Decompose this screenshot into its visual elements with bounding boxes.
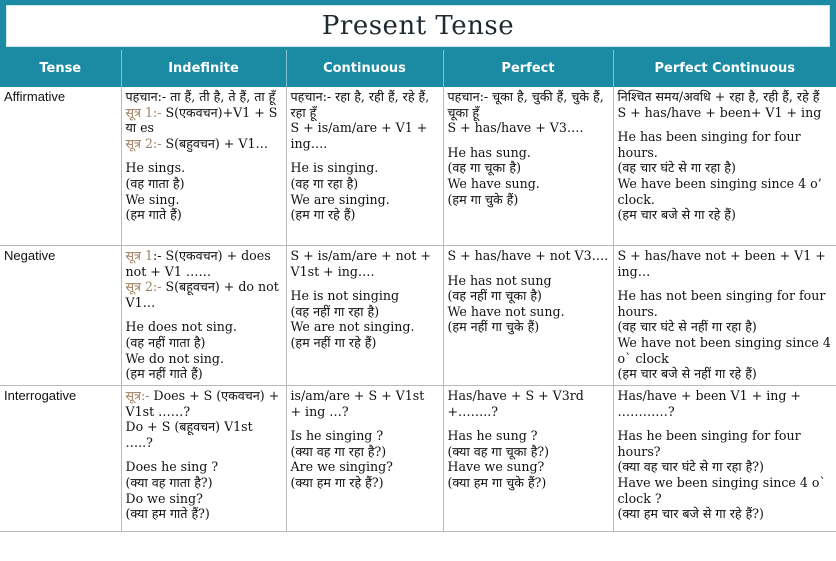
line-text: S + has/have + V3…. (447, 120, 584, 136)
cell-line (618, 160, 832, 176)
cell-line (291, 444, 439, 460)
line-text: He is not singing (290, 288, 400, 304)
spacer (448, 136, 609, 145)
line-text: Does + S (एकवचन) + V1st ……? (125, 388, 280, 419)
sutra-label: सूत्र 1:- (125, 104, 162, 120)
cell-line (618, 248, 832, 279)
header-perfect-continuous: Perfect Continuous (613, 50, 836, 87)
cell-line (291, 248, 439, 279)
cell-line (126, 491, 282, 507)
header-tense: Tense (0, 50, 121, 87)
cell-line (618, 105, 832, 121)
cell-line (448, 120, 609, 136)
cell-line (126, 319, 282, 335)
cell (121, 386, 286, 532)
row-label: Affirmative (0, 87, 121, 246)
cell-line (618, 388, 832, 419)
line-text: (वह नहीं गाता है) (125, 334, 206, 350)
line-text: We have not been singing since 4 o` clock (617, 334, 831, 366)
page-title: Present Tense (6, 5, 830, 47)
line-text: Have we sung? (447, 459, 545, 475)
line-text: (वह गाता है) (125, 175, 185, 191)
cell-line (448, 89, 609, 120)
cell (443, 386, 613, 532)
cell-line (291, 335, 439, 351)
line-text: S + is/am/are + V1 + ing…. (290, 120, 428, 151)
cell-line (126, 366, 282, 382)
cell-line (126, 89, 282, 105)
cell-line (126, 192, 282, 208)
cell-line (618, 475, 832, 506)
row-interrogative (0, 386, 836, 532)
cell-line (126, 207, 282, 223)
cell-line (448, 304, 609, 320)
cell-line (448, 273, 609, 289)
cell-line (126, 351, 282, 367)
line-text: S(बहूवचन) + do not V1… (125, 279, 279, 310)
line-text: S + is/am/are + not + V1st + ing…. (290, 248, 431, 279)
cell-line (618, 506, 832, 522)
cell-line (618, 335, 832, 366)
line-text: Does he sing ? (125, 459, 219, 475)
line-text: निश्चित समय/अवधि + रहा है, रही हैं, रहे हैं (617, 89, 820, 104)
line-text: We have not sung. (447, 303, 565, 319)
line-text: Has/have + S + V3rd +……..? (447, 388, 584, 419)
line-text: S + has/have not + been + V1 + ing… (617, 248, 826, 279)
cell-line (618, 129, 832, 160)
line-text: He is singing. (290, 160, 379, 176)
cell-line (448, 388, 609, 419)
cell-line (448, 288, 609, 304)
line-text: He has sung. (447, 144, 531, 160)
line-text: Has he sung ? (447, 428, 538, 444)
cell-line (618, 207, 832, 223)
line-text: is/am/are + S + V1st + ing …? (290, 388, 425, 419)
line-text: S(बहुवचन) + V1… (161, 135, 269, 151)
line-text: (हम चार बजे से गा रहे हैं) (617, 207, 736, 223)
line-text: (वह नहीं गा चूका है) (447, 288, 542, 304)
cell-line (448, 160, 609, 176)
line-text: (क्या हम गा रहे हैं?) (290, 474, 384, 490)
cell-line (618, 319, 832, 335)
cell (443, 246, 613, 386)
cell-line (291, 388, 439, 419)
cell (286, 246, 443, 386)
cell-line (448, 428, 609, 444)
cell-line (126, 279, 282, 310)
line-text: (हम नहीं गाते हैं) (125, 366, 203, 382)
cell-line (618, 428, 832, 459)
header-row (0, 50, 836, 87)
cell-line (448, 145, 609, 161)
cell (121, 246, 286, 386)
cell-line (291, 176, 439, 192)
cell-line (448, 319, 609, 335)
header-perfect: Perfect (443, 50, 613, 87)
spacer (448, 419, 609, 428)
cell-line (448, 444, 609, 460)
cell-line (448, 475, 609, 491)
spacer (618, 419, 832, 428)
cell-line (126, 388, 282, 419)
line-text: (क्या हम गा चुके हैं?) (447, 474, 547, 490)
line-text: We sing. (125, 191, 180, 207)
line-text: Are we singing? (290, 459, 393, 475)
line-text: Has he been singing for four hours? (617, 428, 801, 459)
row-label: Negative (0, 246, 121, 386)
line-text: (हम गाते हैं) (125, 207, 182, 223)
cell-line (126, 248, 282, 279)
cell-line (618, 89, 832, 105)
cell-line (291, 319, 439, 335)
sutra-label: सूत्र 2:- (125, 279, 162, 295)
line-text: S + has/have + been+ V1 + ing (617, 104, 822, 120)
spacer (291, 419, 439, 428)
line-text: We do not sing. (125, 350, 224, 366)
sutra-label: सूत्र 2:- (125, 135, 162, 151)
line-text: पहचान:- ता हैं, ती है, ते हैं, ता हूँ (125, 89, 276, 104)
line-text: (क्या हम गाते हैं?) (125, 506, 210, 522)
line-text: (हम नहीं गा रहे हैं) (290, 334, 377, 350)
row-label: Interrogative (0, 386, 121, 532)
line-text: (वह चार घंटे से गा रहा है) (617, 160, 736, 176)
line-text: We are singing. (290, 191, 390, 207)
cell (286, 386, 443, 532)
cell-line (291, 428, 439, 444)
line-text: He sings. (125, 160, 186, 176)
spacer (291, 279, 439, 288)
spacer (126, 450, 282, 459)
line-text: Do + S (बहूवचन) V1st …..? (125, 419, 253, 450)
cell-line (448, 248, 609, 264)
cell-line (126, 136, 282, 152)
cell-line (618, 288, 832, 319)
cell (286, 87, 443, 246)
cell-line (618, 459, 832, 475)
cell-line (448, 459, 609, 475)
sutra-label: सूत्र:- (125, 388, 150, 403)
line-text: He does not sing. (125, 319, 237, 335)
cell-line (291, 459, 439, 475)
cell-line (448, 176, 609, 192)
line-text: S(एकवचन)+V1 + S या es (125, 104, 278, 136)
cell (443, 87, 613, 246)
cell-line (126, 335, 282, 351)
cell-line (291, 89, 439, 120)
line-text: He has not sung (447, 272, 552, 288)
line-text: Has/have + been V1 + ing + …………? (617, 388, 801, 419)
line-text: (हम नहीं गा चुके हैं) (447, 319, 540, 335)
line-text: (क्या वह गा रहा है?) (290, 443, 387, 459)
line-text: Have we been singing since 4 o` clock ? (617, 474, 826, 506)
spacer (448, 264, 609, 273)
cell-line (126, 176, 282, 192)
spacer (291, 151, 439, 160)
cell-line (618, 176, 832, 207)
line-text: (हम चार बजे से नहीं गा रहे हैं) (617, 366, 757, 382)
cell-line (291, 160, 439, 176)
tense-table (0, 50, 836, 532)
line-text: Do we sing? (125, 490, 203, 506)
cell-line (291, 475, 439, 491)
cell (613, 87, 836, 246)
row-affirmative (0, 87, 836, 246)
line-text: (वह चार घंटे से नहीं गा रहा है) (617, 319, 757, 335)
row-negative (0, 246, 836, 386)
header-indefinite: Indefinite (121, 50, 286, 87)
line-text: (वह गा चूका है) (447, 160, 521, 176)
line-text: पहचान:- रहा है, रही हैं, रहे हैं, रहा हूँ (290, 89, 430, 120)
line-text: (हम गा रहे हैं) (290, 207, 356, 223)
line-text: (हम गा चुके हैं) (447, 191, 519, 207)
cell-line (618, 366, 832, 382)
line-text: पहचान:- चूका है, चुकी हैं, चुके हैं, चूका हूँ (447, 89, 604, 120)
line-text: (क्या वह गा चूका है?) (447, 443, 550, 459)
cell (613, 386, 836, 532)
line-text: (क्या वह गाता है?) (125, 474, 213, 490)
spacer (126, 310, 282, 319)
line-text: (वह नहीं गा रहा है) (290, 303, 380, 319)
line-text: (वह गा रहा है) (290, 175, 359, 191)
line-text: (क्या वह चार घंटे से गा रहा है?) (617, 459, 764, 475)
cell (613, 246, 836, 386)
line-text: Is he singing ? (290, 428, 384, 444)
line-text: S + has/have + not V3…. (447, 248, 609, 263)
spacer (126, 151, 282, 160)
line-text: We are not singing. (290, 319, 415, 335)
line-text: He has been singing for four hours. (617, 129, 801, 160)
spacer (618, 120, 832, 129)
cell-line (126, 419, 282, 450)
cell-line (126, 506, 282, 522)
header-continuous: Continuous (286, 50, 443, 87)
cell-line (126, 475, 282, 491)
line-text: (क्या हम चार बजे से गा रहे हैं?) (617, 506, 764, 522)
line-text: We have sung. (447, 175, 540, 191)
cell-line (126, 459, 282, 475)
line-text: He has not been singing for four hours. (617, 288, 826, 319)
cell-line (291, 120, 439, 151)
sutra-label: सूत्र 1 (125, 248, 153, 263)
cell-line (291, 207, 439, 223)
cell-line (291, 288, 439, 304)
cell-line (126, 105, 282, 136)
line-text: We have been singing since 4 o’ clock. (617, 175, 822, 207)
spacer (618, 279, 832, 288)
cell-line (448, 192, 609, 208)
cell-line (126, 160, 282, 176)
cell-line (291, 304, 439, 320)
line-text: :- S(एकवचन) + does not + V1 …… (125, 248, 271, 279)
cell (121, 87, 286, 246)
cell-line (291, 192, 439, 208)
